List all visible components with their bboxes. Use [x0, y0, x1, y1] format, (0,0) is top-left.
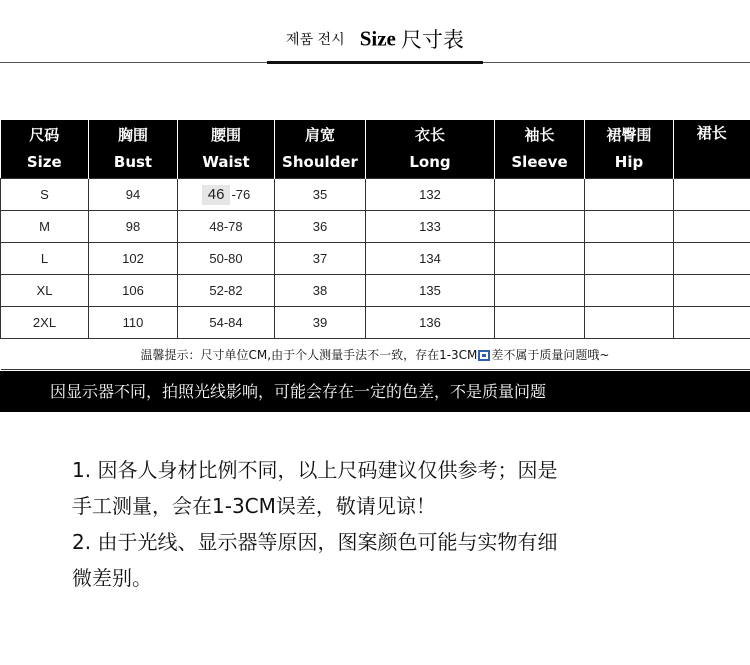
header-hip-en: Hip — [614, 153, 644, 171]
cell-bust: 98 — [89, 211, 178, 243]
table-row — [1, 243, 750, 275]
cell-hip — [585, 307, 674, 339]
waist-value: -76 — [231, 186, 251, 202]
table-row — [1, 307, 750, 339]
cell-size: L — [1, 243, 89, 275]
header-shoulder-en: Shoulder — [282, 153, 358, 171]
header-shoulder — [275, 120, 366, 179]
size-table — [0, 120, 750, 370]
header-shoulder-zh: 肩宽 — [304, 126, 335, 144]
cell-shoulder: 36 — [275, 211, 366, 243]
cell-size: 2XL — [1, 307, 89, 339]
note-text-start: 温馨提示：尺寸单位CM,由于个人测量手法不一致，存在1-3CM — [140, 347, 478, 362]
header-hip-zh: 裙臀围 — [606, 126, 652, 144]
cell-shoulder: 38 — [275, 275, 366, 307]
cell-sleeve — [495, 179, 585, 211]
cell-waist: 48-78 — [178, 211, 275, 243]
cell-bust: 102 — [89, 243, 178, 275]
cell-skirt-length — [674, 211, 750, 243]
header-long — [366, 120, 495, 179]
cell-bust: 110 — [89, 307, 178, 339]
cell-sleeve — [495, 211, 585, 243]
table-row — [1, 179, 750, 211]
notes-section — [72, 452, 732, 596]
note-text-end: 差不属于质量问题哦~ — [491, 347, 610, 362]
header-long-en: Long — [409, 153, 451, 171]
table-note-row — [1, 339, 750, 370]
cell-waist: 52-82 — [178, 275, 275, 307]
cell-sleeve — [495, 243, 585, 275]
title-line — [286, 24, 464, 54]
cell-waist — [178, 179, 275, 211]
cell-long: 133 — [366, 211, 495, 243]
cell-shoulder: 39 — [275, 307, 366, 339]
cell-skirt-length — [674, 179, 750, 211]
title-english: Size — [359, 26, 396, 51]
cell-sleeve — [495, 307, 585, 339]
cell-size: M — [1, 211, 89, 243]
cell-long: 134 — [366, 243, 495, 275]
color-disclaimer-text: 因显示器不同，拍照光线影响，可能会存在一定的色差，不是质量问题 — [50, 382, 547, 401]
table-header-row — [1, 120, 750, 179]
cell-bust: 106 — [89, 275, 178, 307]
cell-shoulder: 37 — [275, 243, 366, 275]
table-row — [1, 211, 750, 243]
header-skirt-length — [674, 120, 750, 179]
cell-skirt-length — [674, 307, 750, 339]
header-sleeve-zh: 袖长 — [524, 126, 555, 144]
cell-hip — [585, 243, 674, 275]
cell-long: 135 — [366, 275, 495, 307]
header-waist — [178, 120, 275, 179]
cell-sleeve — [495, 275, 585, 307]
title-underline — [267, 61, 483, 64]
header-hip — [585, 120, 674, 179]
header-waist-zh: 腰围 — [210, 126, 241, 144]
header-sleeve — [495, 120, 585, 179]
cell-waist: 54-84 — [178, 307, 275, 339]
note-line: 2. 由于光线、显示器等原因，图案颜色可能与实物有细 — [72, 530, 558, 554]
table-row — [1, 275, 750, 307]
title-chinese: 尺寸表 — [400, 28, 464, 52]
note-line: 1. 因各人身材比例不同，以上尺码建议仅供参考；因是 — [72, 458, 558, 482]
cell-hip — [585, 211, 674, 243]
cell-bust: 94 — [89, 179, 178, 211]
cell-long: 136 — [366, 307, 495, 339]
cell-skirt-length — [674, 275, 750, 307]
small-window-icon — [478, 350, 490, 361]
cell-waist: 50-80 — [178, 243, 275, 275]
title-korean: 제품 전시 — [286, 32, 345, 48]
header-bust — [89, 120, 178, 179]
cell-size: S — [1, 179, 89, 211]
cell-size: XL — [1, 275, 89, 307]
note-line: 微差别。 — [72, 566, 152, 590]
note-line: 手工测量，会在1-3CM误差，敬请见谅！ — [72, 494, 436, 518]
cell-long: 132 — [366, 179, 495, 211]
color-disclaimer-band — [0, 371, 750, 412]
page-title — [0, 24, 750, 54]
header-long-zh: 衣长 — [414, 126, 445, 144]
header-bust-en: Bust — [113, 153, 153, 171]
header-sleeve-en: Sleeve — [511, 153, 568, 171]
header-waist-en: Waist — [202, 153, 250, 171]
cell-skirt-length — [674, 243, 750, 275]
header-size-zh: 尺码 — [29, 126, 60, 144]
cell-hip — [585, 179, 674, 211]
waist-highlight: 46 — [202, 185, 231, 205]
header-bust-zh: 胸围 — [117, 126, 148, 144]
header-size-en: Size — [26, 153, 62, 171]
header-size — [1, 120, 89, 179]
cell-hip — [585, 275, 674, 307]
header-skirt-length-zh: 裙长 — [696, 124, 727, 142]
cell-shoulder: 35 — [275, 179, 366, 211]
table-note — [1, 339, 750, 370]
